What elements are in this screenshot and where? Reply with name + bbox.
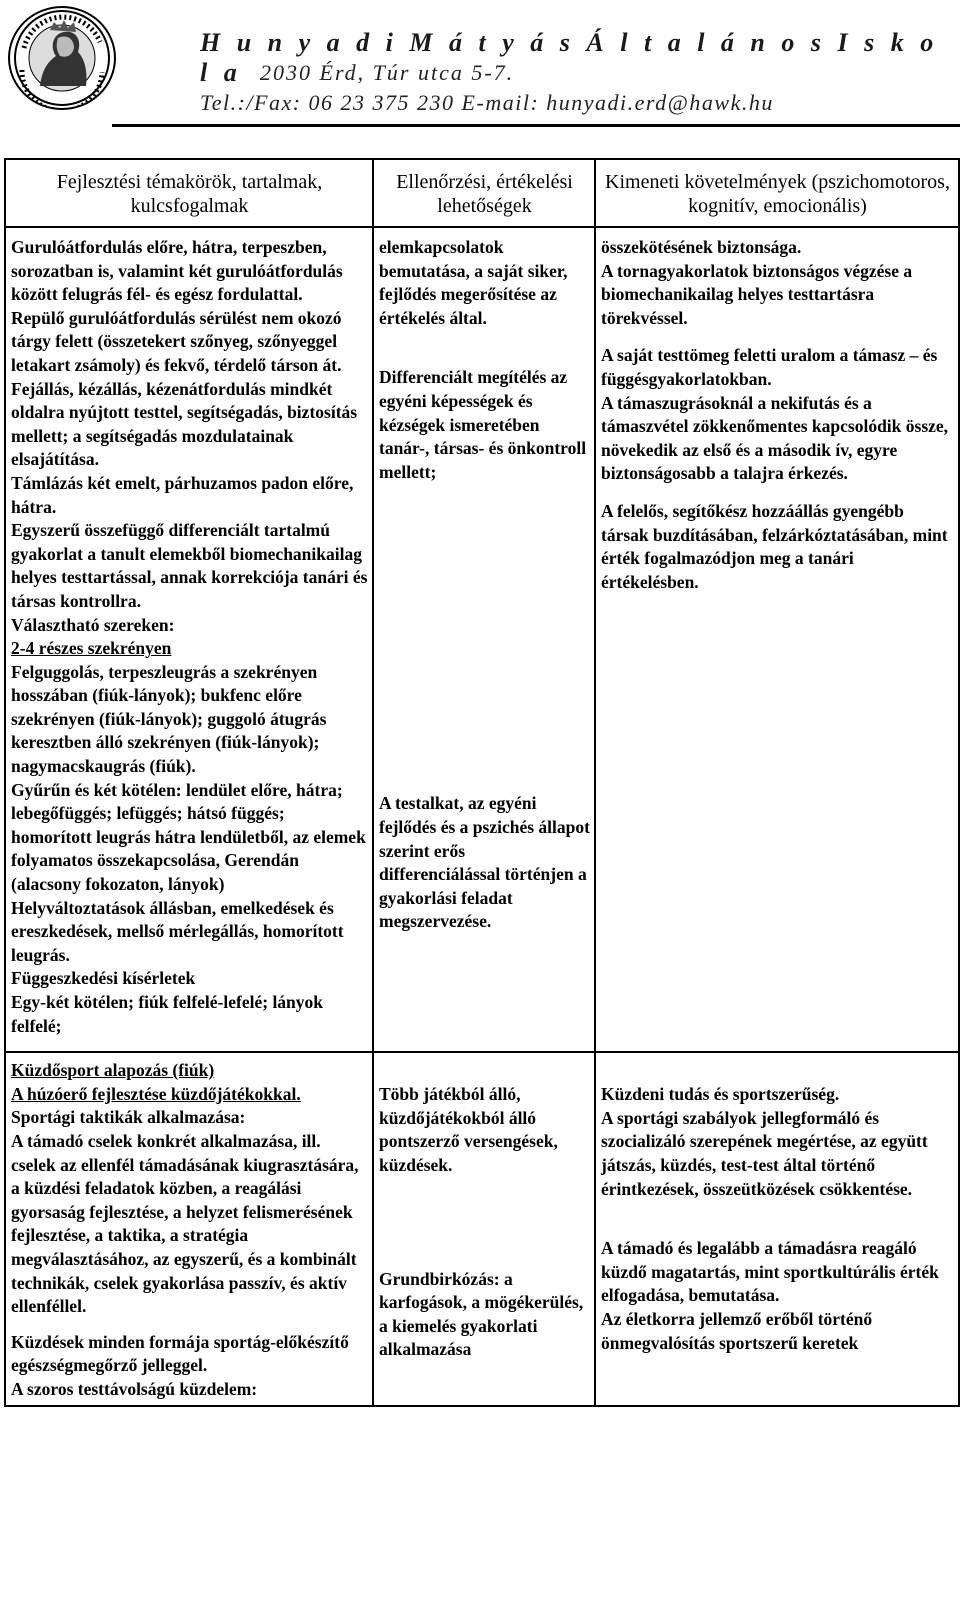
topic-paragraph: Támlázás két emelt, párhuzamos padon előre, hátra. (11, 472, 354, 517)
table-row (5, 227, 959, 1052)
school-seal-logo (8, 6, 116, 110)
topic-paragraph: Repülő gurulóátfordulás sérülést nem okozó tárgy felett (összetekert szőnyeg, szőnyeggel letakart zsámoly) és fekvő, térdelő társon át. (11, 307, 342, 375)
topic-paragraph: Egyszerű összefüggő differenciált tartalmú gyakorlat a tanult elemekből biomechanikailag helyes testtartással, annak korrekciója tanári és társas kontrollra. (11, 520, 368, 611)
requirement-paragraph: A támaszugrásoknál a nekifutás és a támaszvétel zökkenőmentes kapcsolódik össze, növekedik az első és a második ív, egyre biztonságosabb a talajra érkezés. (601, 392, 949, 484)
requirement-paragraph: Az életkorra jellemző erőből történő önmegvalósítás sportszerű keretek (601, 1308, 873, 1353)
school-address: 2030 Érd, Túr utca 5-7. (260, 60, 515, 85)
topics-cell (5, 227, 373, 1052)
requirements-cell (595, 227, 959, 1052)
school-name: H u n y a d i M á t y á s Á l t a l á n o s I s k o l a (200, 28, 939, 87)
header-rule (112, 124, 960, 127)
requirement-paragraph: összekötésének biztonsága. (601, 237, 802, 257)
topic-paragraph: Függeszkedési kísérletek (11, 968, 196, 989)
topic-paragraph: Gurulóátfordulás előre, hátra, terpeszben, sorozatban is, valamint két gurulóátfordulás között felugrás fél- és egész fordulattal. (11, 237, 343, 305)
evaluation-paragraph: A testalkat, az egyéni fejlődés és a pszichés állapot szerint erős differenciálással történjen a gyakorlási feladat megszervezése. (379, 793, 590, 932)
evaluation-paragraph: Differenciált megítélés az egyéni képességek és kézségek ismeretében tanár-, társas- és önkontroll mellett; (379, 367, 587, 482)
header-requirements: Kimeneti követelmények (pszichomotoros, kognitív, emocionális) (595, 159, 959, 227)
table-header-row (5, 159, 959, 227)
requirement-paragraph: A saját testtömeg feletti uralom a támasz – és függésgyakorlatokban. (601, 345, 938, 389)
topic-subheading: A húzóerő fejlesztése küzdőjátékokkal. (11, 1083, 301, 1104)
requirement-paragraph: A sportági szabályok jellegformáló és szocializáló szerepének megértése, az együtt játszás, küzdés, test-test által történő érintkezések, összeütközések csökkentése. (601, 1107, 928, 1199)
topic-paragraph: Választható szereken: (11, 614, 175, 635)
topic-paragraph: A szoros testtávolságú küzdelem: (11, 1378, 258, 1399)
topic-subheading: 2-4 részes szekrényen (11, 638, 172, 659)
evaluation-cell (373, 227, 595, 1052)
requirement-paragraph: A támadó és legalább a támadásra reagáló küzdő magatartás, mint sportkultúrális érték elfogadása, bemutatása. (601, 1238, 939, 1306)
topic-paragraph: Helyváltoztatások állásban, emelkedések és ereszkedések, mellső mérlegállás, homorított leugrás. (11, 897, 344, 965)
king-portrait-icon (10, 8, 114, 108)
table-row (5, 1052, 959, 1405)
topics-cell (5, 1052, 373, 1405)
topic-paragraph: Egy-két kötélen; fiúk felfelé-lefelé; lányok felfelé; (11, 992, 324, 1036)
evaluation-cell (373, 1052, 595, 1405)
topic-paragraph: A támadó cselek konkrét alkalmazása, ill. cselek az ellenfél támadásának kiugrasztására, a küzdési feladatok közben, a reagálási gyorsaság fejlesztése, a helyzet felismerésének fejlesztése, a taktika, a stratégia megválasztásához, az egyszerű, és a kombinált technikák, cselek gyakorlása passzív, és aktív ellenféllel. (11, 1130, 359, 1317)
evaluation-paragraph: Több játékból álló, küzdőjátékokból álló pontszerző versengések, küzdések. (379, 1084, 558, 1175)
evaluation-paragraph: Grundbirkózás: a karfogások, a mögékerülés, a kiemelés gyakorlati alkalmazása (379, 1268, 584, 1360)
topic-subheading: Küzdősport alapozás (fiúk) (11, 1060, 215, 1081)
curriculum-table (4, 158, 960, 1407)
topic-paragraph: Sportági taktikák alkalmazása: (11, 1107, 246, 1128)
letterhead (0, 0, 960, 128)
header-topics: Fejlesztési témakörök, tartalmak, kulcsfogalmak (5, 159, 373, 227)
school-contact: Tel.:/Fax: 06 23 375 230 E-mail: hunyadi.erd@hawk.hu (200, 90, 774, 115)
requirement-paragraph: A tornagyakorlatok biztonságos végzése a biomechanikailag helyes testtartásra törekvéssel. (601, 260, 913, 328)
header-evaluation: Ellenőrzési, értékelési lehetőségek (373, 159, 595, 227)
requirements-cell (595, 1052, 959, 1405)
requirement-paragraph: Küzdeni tudás és sportszerűség. (601, 1084, 840, 1105)
requirement-paragraph: A felelős, segítőkész hozzáállás gyengébb társak buzdításában, felzárkóztatásában, mint érték fogalmazódjon meg a tanári értékelésben. (601, 500, 948, 592)
evaluation-paragraph: elemkapcsolatok bemutatása, a saját siker, fejlődés megerősítése az értékelés által. (379, 237, 568, 328)
topic-paragraph: Küzdések minden formája sportág-előkészítő egészségmegőrző jelleggel. (11, 1331, 349, 1376)
topic-paragraph: Fejállás, kézállás, kézenátfordulás mindkét oldalra nyújtott testtel, segítségadás, biztosítás mellett; a segítségadás mozdulatainak elsajátítása. (11, 378, 358, 470)
topic-paragraph: Felguggolás, terpeszleugrás a szekrényen hosszában (fiúk-lányok); bukfenc előre szekrényen (fiúk-lányok); guggoló átugrás keresztben álló szekrényen (fiúk-lányok); nagymacskaugrás (fiúk). (11, 661, 327, 777)
topic-paragraph: Gyűrűn és két kötélen: lendület előre, hátra; lebegőfüggés; lefüggés; hátsó függés; homorított leugrás hátra lendületből, az elemek folyamatos összekapcsolása, Gerendán (alacsony fokozaton, lányok) (11, 779, 366, 895)
